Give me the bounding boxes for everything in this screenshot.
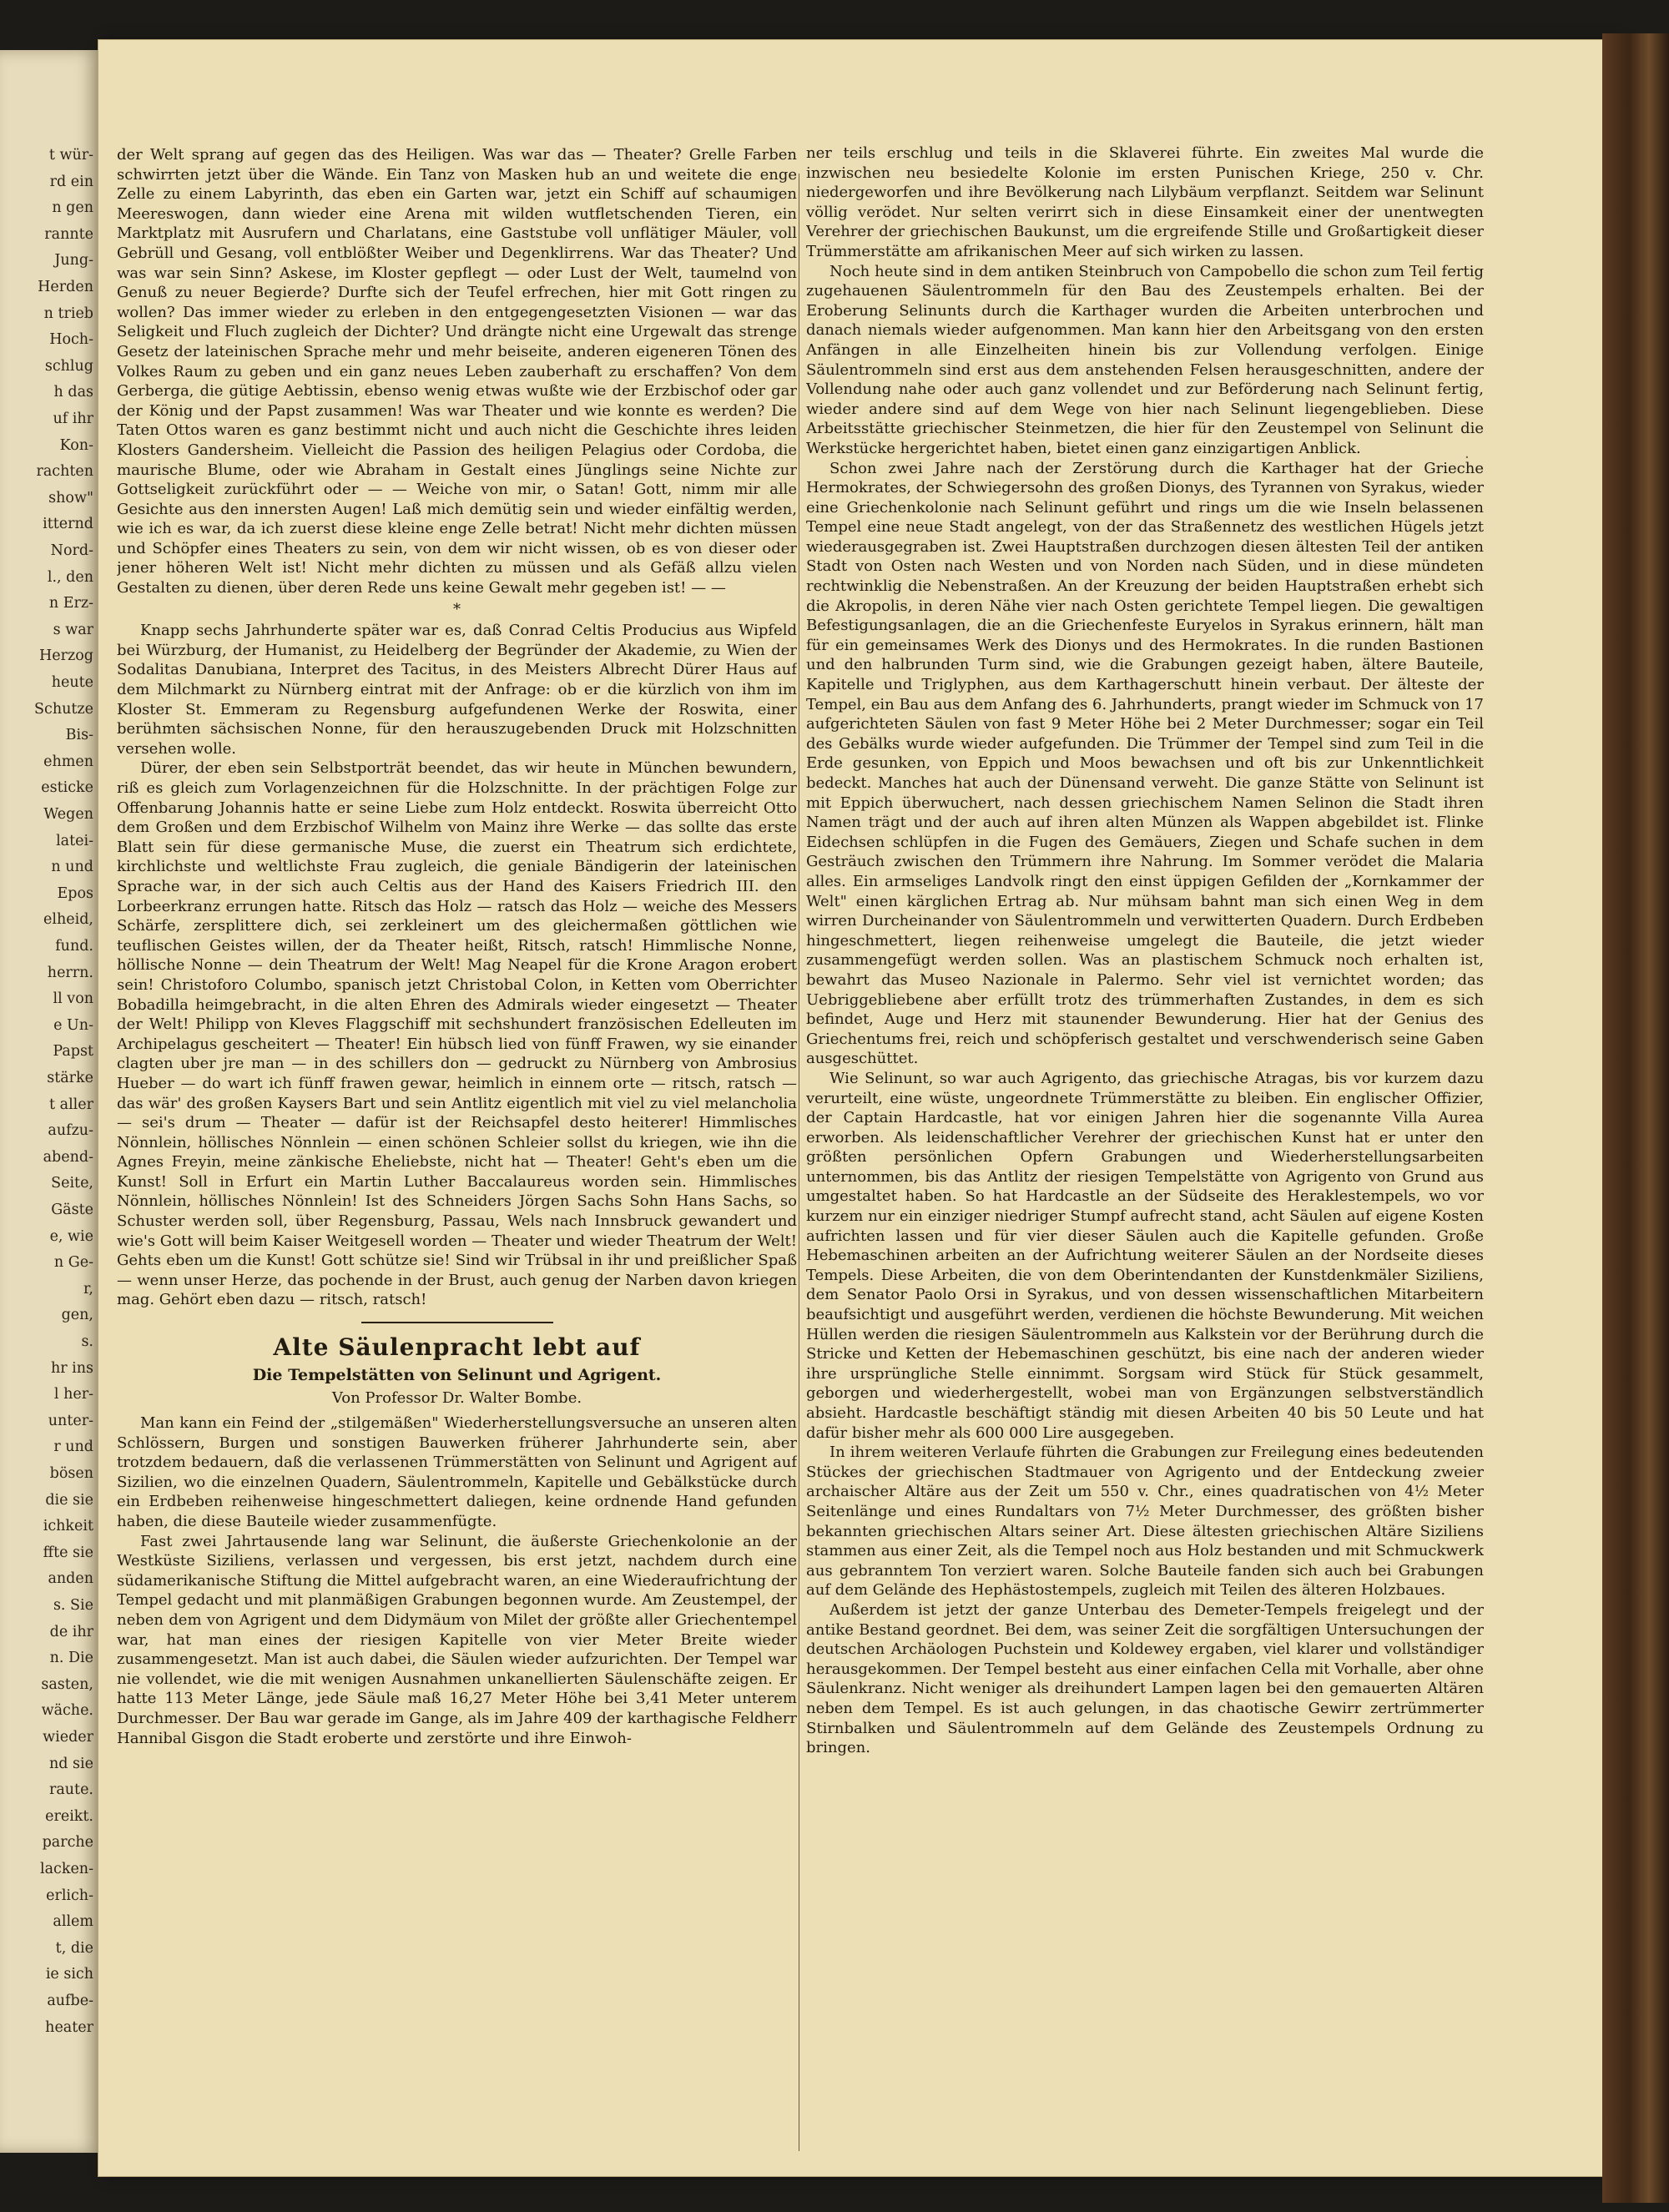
article-subtitle: Die Tempelstätten von Selinunt und Agrigent. [252,1366,662,1385]
facing-page-fragment: e Un- [53,1016,93,1034]
facing-page-fragment: wäche. [41,1702,93,1720]
facing-page-fragment: Schutze [34,700,93,718]
article-byline: Von Professor Dr. Walter Bombe. [331,1389,582,1408]
facing-page-fragment: aufbe- [47,1993,93,2009]
facing-page-fragment: Herzog [39,647,93,665]
facing-page-fragment: e, wie [49,1227,93,1245]
facing-page-fragment: aufzu- [48,1122,93,1140]
paragraph: Schon zwei Jahre nach der Zerstörung durch die Karthager hat der Grieche Hermokrates, der Schwiegersohn des großen Dionys, des Tyrannen von Syrakus, wieder eine Griechenkolonie nach Selinunt geführt und rings um die wie Inseln belassenen Tempel eine neue Stadt angelegt, von der das Straßennetz des westlichen Hügels jetzt wiederausgegraben ist. Zwei Hauptstraßen durchzogen diesen ältesten Teil der antiken Stadt von Osten nach Westen und von Norden nach Süden, und in diese mündeten rechtwinklig die Nebenstraßen. An der Kreuzung der beiden Hauptstraßen erhebt sich die Akropolis, in deren Nähe vier nach Osten gerichtete Tempel liegen. Die gewaltigen Befestigungsanlagen, die an die Griechenfeste Euryelos in Syrakus erinnern, hält man für ein gemeinsames Werk des Dionys und des Hermokrates. In die runden Bastionen und den halbrunden Turm sind, wie die Grabungen gezeigt haben, ältere Bauteile, Kapitelle und Triglyphen, aus dem Karthagerschutt hinein verbaut. Der älteste der Tempel, ein Bau aus dem Anfang des 6. Jahrhunderts, prangt wieder im Schmuck von 17 aufgerichteten Säulen von fast 9 Meter Höhe bei 2 Meter Durchmesser; sogar ein Teil des Gebälks wurde wieder aufgefunden. Die Trümmer der Tempel sind zum Teil in die Erde gesunken, von Eppich und Moos bewachsen und oft bis zur Unkenntlichkeit bedeckt. Manches hat auch der Dünensand verweht. Die ganze Stätte von Selinunt ist mit Eppich überwuchert, nach dessen griechischem Namen Selinon die Stadt ihren Namen trägt und der auch auf ihren alten Münzen als Wappen abgebildet ist. Flinke Eidechsen schlüpfen in die Fugen des Gemäuers, Ziegen und Schafe suchen in dem Gesträuch zwischen den Trümmern ihre Nahrung. Im Sommer verödet die Malaria alles. Ein armseliges Landvolk ringt den einst üppigen Gefilden der „Kornkammer der Welt" einen kärglichen Ertrag ab. Nur mühsam bahnt man sich einen Weg in dem wirren Durcheinander von Säulentrommeln und verwitterten Quadern. Durch Erdbeben hingeschmettert, liegen reihenweise umgelegt die Bauteile, die jetzt wieder zusammengefügt werden sollen. Was an plastischem Schmuck noch erhalten ist, bewahrt das Museo Nazionale in Palermo. Sehr viel ist vernichtet worden; das Uebriggebliebene aber erfüllt trotz des trümmerhaften Zustandes, in dem es sich befindet, Auge und Herz mit staunender Bewunderung. Hier hat der Genius des Griechentums frei, reich und schöpferisch gestaltet und verschwenderisch seine Gaben ausgeschüttet. [806,459,1484,1068]
facing-page-fragment: n Erz- [48,595,93,612]
facing-page-fragment: Kon- [59,436,93,454]
facing-page-fragment: s. [81,1333,93,1350]
facing-page-fragment: n trieb [43,305,93,322]
facing-page-fragment: t aller [49,1096,93,1113]
paragraph: Noch heute sind in dem antiken Steinbruch von Campobello die schon zum Teil fertig zugehauenen Säulentrommeln für den Bau des Zeustempels erhalten. Bei der Eroberung Selinunts durch die Karthager wurden die Arbeiten unterbrochen und danach niemals wieder aufgenommen. Man kann hier den Arbeitsgang von den ersten Anfängen in alle Einzelheiten hinein bis zur Vollendung verfolgen. Einige Säulentrommeln sind erst aus dem anstehenden Felsen herausgeschnitten, andere der Vollendung nahe oder auch ganz vollendet und zur Beförderung nach Selinunt fertig, wieder andere sind auf dem Wege von hier nach Selinunt liegengeblieben. Diese Arbeitsstätte griechischer Steinmetzen, die hier für den Zeustempel von Selinunt die Werkstücke hergerichtet haben, bietet einen ganz einzigartigen Anblick. [806,262,1484,457]
paragraph: Wie Selinunt, so war auch Agrigento, das griechische Atragas, bis vor kurzem dazu verurteilt, eine wüste, ungeordnete Trümmerstätte zu bleiben. Ein englischer Offizier, der Captain Hardcastle, hat vor einigen Jahren hier die sogenannte Villa Aurea erworben. Als leidenschaftlicher Verehrer der griechischen Kunst hat er unter den größten persönlichen Opfern Grabungen und Wiederherstellungsarbeiten unternommen, bis das Antlitz der riesigen Tempelstätte von Agrigento von Grund aus umgestaltet haben. So hat Hardcastle an der Südseite des Heraklestempels, wo vor kurzem nur ein einziger niedriger Stumpf aufrecht stand, acht Säulen auf eigene Kosten aufrichten lassen und für vier dieser Säulen auch die Kapitelle gefunden. Große Hebemaschinen arbeiten an der Aufrichtung weiterer Säulen an der Nordseite dieses Tempels. Diese Arbeiten, die von dem Oberintendanten der Kunstdenkmäler Siziliens, dem Senator Paolo Orsi in Syrakus, und von dessen wissenschaftlichen Mitarbeitern beaufsichtigt und ausgeführt werden, verdienen die höchste Bewunderung. Mit weichen Hüllen werden die riesigen Säulentrommeln aus Kalkstein vor der Berührung durch die Stricke und Ketten der Hebemaschinen geschützt, bis eine nach der anderen wieder ihre ursprüngliche Stelle einnimmt. Sorgsam wird Stück für Stück gesammelt, geborgen und wiederhergestellt, wobei man von Ergänzungen selbstverständlich absieht. Hardcastle beschäftigt ständig mit diesen Arbeiten 40 bis 50 Leute und hat dafür bisher mehr als 600 000 Lire ausgegeben. [806,1069,1484,1442]
facing-page-fragment: ichkeit [43,1518,93,1535]
facing-page-fragment: Papst [53,1043,93,1061]
facing-page-fragment: Herden [38,279,93,295]
facing-page-fragment: s. Sie [53,1597,93,1614]
facing-page-fragment: uf ihr [53,411,93,427]
section-divider-star: * [453,600,461,618]
facing-page-fragment: l., den [47,568,93,586]
facing-page-fragment: esticke [41,779,93,797]
facing-page-fragment: Wegen [43,806,93,823]
facing-page-fragment: abend- [43,1148,93,1166]
facing-page-fragment: unter- [48,1412,93,1429]
facing-page-fragment: rachten [36,463,93,481]
facing-page-fragment: Gäste [51,1202,93,1218]
paragraph: Man kann ein Feind der „stilgemäßen" Wiederherstellungsversuche an unseren alten Schlössern, Burgen und sonstigen Bauwerken früherer Jahrhunderte sein, aber trotzdem bedauern, daß die verlassenen Trümmerstätten von Selinunt und Agrigent auf Sizilien, wo die einzelnen Quadern, Säulentrommeln, Kapitelle und Gebälkstücke durch ein Erdbeben reihenweise hingeschmettert daliegen, keine ordnende Hand gefunden haben, die diese Bauteile wieder zusammenfügte. [117,1414,797,1530]
book-binding [1602,33,1669,2203]
facing-page-fragment: Hoch- [49,331,93,349]
paragraph: Dürer, der eben sein Selbstporträt beendet, das wir heute in München bewundern, riß es gleich zum Vorlagenzeichnen für die Holzschnitte. In der prächtigen Folge zur Offenbarung Johannis hatte er seine Liebe zum Holz entdeckt. Roswita überreicht Otto dem Großen und dem Erzbischof Wilhelm von Mainz ihre Werke — das sollte das erste Blatt sein für diese germanische Muse, die zuerst ein Theatrum sich erdichtete, kirchlichste und weltlichste Frau zugleich, die geniale Bändigerin der lateinischen Sprache war, in der sich auch Celtis aus der Hand des Kaisers Friedrich III. den Lorbeerkranz errungen hatte. Ritsch das Holz — ratsch das Holz — weiche des Messers Schärfe, zersplittere dich, sei zerkleinert um des gleichermaßen göttlichen wie teuflischen Geistes willen, der da Theater heißt, Ritsch, ratsch! Himmlische Nonne, höllische Nonne — dein Theatrum der Welt! Mag Neapel für die Krone Aragon erobert sein! Christoforo Columbo, spanisch jetzt Christobal Colon, in Ketten vom Oberrichter Bobadilla heimgebracht, in die alten Ehren des Admirals wieder eingesetzt — Theater der Welt! Philipp von Kleves Flaggschiff mit sechshundert französischen Edelleuten im Archipelagus gescheitert — Theater! Ein hübsch lied von fünff Frawen, wy sie einander clagten uber jre man — in des schillers don — gedruckt zu Nürnberg von Ambrosius Hueber — do wart ich fünff frawen gewar, heimlich in einnem orte — ritsch, ratsch — das wär' des großen Kaysers Bart und sein Antlitz eigentlich mit viel zu viel melancholia — sei's drum — Theater — dafür ist der Reichsapfel desto heiterer! Himmlisches Nönnlein, höllisches Nönnlein — einen schönen Schleier sollst du kriegen, wie ihn die Agnes Freyin, meine zänkische Eheliebste, nicht hat — Theater! Geht's eben um die Kunst! Soll in Erfurt ein Martin Luther Baccalaureus worden sein. Himmlisches Nönnlein, höllisches Nönnlein! Ist des Schneiders Jörgen Sachs Sohn Hans Sachs, so Schuster werden soll, über Regensburg, Passau, Wels nach Innsbruck gewandert und wie's Gott will beim Kaiser Weitgesell worden — Theater und wieder Theatrum der Welt! Gehts eben um die Kunst! Gott schütze sie! Sind wir Trübsal in ihr und preißlicher Spaß — wenn unser Herze, das pochende in der Brust, auch genug der Narben davon kriegen mag. Gehört eben dazu — ritsch, ratsch! [117,759,797,1309]
facing-page-fragment: de ihr [49,1623,93,1640]
paragraph: ner teils erschlug und teils in die Sklaverei führte. Ein zweites Mal wurde die inzwischen neu besiedelte Kolonie im ersten Punischen Kriege, 250 v. Chr. niedergeworfen und ihre Bevölkerung nach Lilybäum verpflanzt. Seitdem war Selinunt völlig verödet. Nur selten verirrt sich in diese Einsamkeit einer der unentwegten Verehrer der griechischen Baukunst, um die ergreifende Stille und Großartigkeit dieser Trümmerstätte am afrikanischen Meer auf sich wirken zu lassen. [806,144,1484,260]
facing-page-fragment: t wür- [48,147,93,164]
column-right [806,144,1484,2143]
paragraph: Außerdem ist jetzt der ganze Unterbau des Demeter-Tempels freigelegt und der antike Bestand geordnet. Bei dem, was seiner Zeit die sorgfältigen Untersuchungen der deutschen Archäologen Puchstein und Koldewey ergaben, viel klarer und vollständiger herausgekommen. Der Tempel besteht aus einer einfachen Cella mit Vorhalle, aber ohne Säulenkranz. Nicht weniger als dreihundert Lampen lagen bei den gemauerten Altären neben dem Tempel. Es ist auch gelungen, in das chaotische Gewirr zertrümmerter Stirnbalken und Säulentrommeln auf dem Gelände des Zeustempels Ordnung zu bringen. [806,1600,1484,1757]
facing-page-fragment: ereikt. [45,1807,93,1825]
facing-page-fragment: lacken- [40,1861,93,1877]
facing-page-fragment: raute. [48,1781,93,1799]
facing-page-fragment: Bis- [65,727,93,744]
paragraph: Fast zwei Jahrtausende lang war Selinunt, die äußerste Griechenkolonie an der Westküste Siziliens, verlassen und vergessen, bis erst jetzt, nachdem durch eine südamerikanische Stiftung die Mittel aufgebracht waren, an eine Wiederaufrichtung der Tempel gedacht und mit planmäßigen Grabungen begonnen wurde. Am Zeustempel, der neben dem von Agrigent und dem Didymäum von Milet der größte aller Griechentempel war, hat man eines der riesigen Kapitelle von vier Meter Breite wieder zusammengesetzt. Man ist auch dabei, die Säulen wieder aufzurichten. Der Tempel war nie vollendet, wie die mit wenigen Ausnahmen unkanellierten Säulenschäfte zeigen. Er hatte 113 Meter Länge, jede Säule maß 16,27 Meter Höhe bei 3,41 Meter unterem Durchmesser. Der Bau war gerade im Gange, als im Jahre 409 der karthagische Feldherr Hannibal Gisgon die Stadt eroberte und zerstörte und ihre Einwoh- [117,1532,797,1747]
facing-page-fragment: anden [48,1570,93,1588]
facing-page-fragment: parche [42,1834,93,1852]
facing-page-fragment: sasten, [41,1675,93,1693]
paragraph: Knapp sechs Jahrhunderte später war es, daß Conrad Celtis Producius aus Wipfeld bei Würzburg, der Humanist, zu Heidelberg der Begründer der Akademie, zu Wien der Sodalitas Danubiana, Interpret des Tacitus, in des Meisters Albrecht Dürer Haus auf dem Milchmarkt zu Nürnberg eintrat mit der Anfrage: ob er die kürzlich von ihm im Kloster St. Emmeram zu Regensburg aufgefundenen Werke der Roswita, einer berühmten sächsischen Nonne, für den herauszugebenden Druck mit Holzschnitten versehen wolle. [117,622,797,758]
facing-page-fragment: fund. [55,938,93,955]
facing-page-fragment: n gen [52,199,93,217]
facing-page-fragment: rd ein [49,173,93,190]
facing-page-fragment: elheid, [43,911,93,929]
newspaper-page [98,40,1619,2176]
facing-page-fragment: t, die [55,1939,93,1957]
facing-page-fragment: bösen [49,1465,93,1482]
facing-page-fragment: h das [53,384,93,401]
paragraph: der Welt sprang auf gegen das des Heiligen. Was war das — Theater? Grelle Farben schwirrten jetzt über die Wände. Ein Tanz von Masken hub an und weitete die enge Zelle zu einem Labyrinth, das eben ein Garten war, jetzt ein Schiff auf schaumigen Meereswogen, dann wieder eine Arena mit wilden wutfletschenden Tieren, ein Marktplatz mit Ausrufern und Charlatans, eine Gaststube voll unflätiger Mäuler, voll Gebrüll und Gesang, voll entblößter Weiber und Degenklirrens. War das Theater? Und was war sein Sinn? Askese, im Kloster gepflegt — oder Lust der Welt, taumelnd von Genuß zu neuer Begierde? Durfte sich der Teufel erfrechen, hier mit Gott ringen zu wollen? Das immer wieder zu erleben in den entgegengesetzten Visionen — war das Seligkeit und Fluch zugleich der Dichter? Und drängte nicht eine Urgewalt das strenge Gesetz der lateinischen Sprache mehr und mehr beiseite, anderen eigeneren Tönen des Volkes Raum zu geben und ein ganz neues Leben zauberhaft zu erschaffen? Von dem Gerberga, die gütige Aebtissin, ebenso wenig etwas wußte wie der Erzbischof oder gar der König und der Papst zusammen! Was war Theater und wie konnte es werden? Die Taten Ottos waren es ganz bestimmt nicht und auch nicht die Geschichte ihres leiden Klosters Gandersheim. Vielleicht die Passion des heiligen Pelagius oder Cordoba, die maurische Blume, oder wie Abraham in Gestalt eines Jünglings seine Nichte zur Gottseligkeit zurückführt oder — — Weiche von mir, o Satan! Gott, nimm mir alle Gesichte aus den innersten Augen! Laß mich demütig sein und wieder einfältig werden, wie ich es war, da ich zuerst diese kleine enge Zelle betrat! Nicht mehr dichten müssen und Schöpfer eines Theaters zu sein, von dem wir nicht wissen, ob es von dieser oder jener höheren Welt ist! Nicht mehr dichten zu müssen und als Gefäß allzu vielen Gestalten zu dienen, über deren Rede uns keine Gewalt mehr gegeben ist! — — [117,146,797,597]
facing-page-fragment: gen, [61,1307,93,1324]
facing-page-fragment: ie sich [45,1966,93,1983]
facing-page-fragment: n Ge- [53,1254,93,1272]
facing-page-fragment: schlug [44,357,93,375]
facing-page-fragment: heute [51,674,93,691]
facing-page-fragment: rannte [44,225,93,243]
facing-page-fragment: erlich- [46,1887,93,1904]
facing-page-fragment: Epos [57,884,93,902]
facing-page-fragment: allem [53,1913,93,1931]
margin-mark: . [1465,445,1470,462]
column-left [117,145,797,2143]
facing-page-fragment: l her- [53,1386,93,1403]
paragraph: In ihrem weiteren Verlaufe führten die Grabungen zur Freilegung eines bedeutenden Stückes der griechischen Stadtmauer von Agrigento und der Entdeckung zweier archaischer Altäre aus der Zeit um 550 v. Chr., eines quadratischen von 4½ Meter Seitenlänge und eines Rundaltars von 7½ Meter Durchmesser, des größten bisher bekannten griechischen Altars seiner Art. Diese ältesten griechischen Altäre Siziliens stammen aus einer Zeit, als die Tempel noch aus Holz bestanden und mit Schmuckwerk aus gebranntem Ton verziert waren. Solche Bauteile fanden sich auch bei Grabungen auf dem Gelände des Hephästostempels, zugleich mit Teilen des älteren Holzbaues. [806,1444,1484,1600]
facing-page-fragment: herrn. [47,964,93,981]
facing-page-fragment: heater [45,2018,93,2036]
facing-page-fragment: s war [53,621,93,638]
title-rule [361,1322,553,1323]
facing-page-fragment: Seite, [51,1175,93,1192]
facing-page-fragment: ehmen [43,753,93,770]
facing-page-fragment: ll von [53,990,93,1008]
facing-page-fragment: hr ins [50,1359,93,1377]
facing-page-fragment: stärke [47,1070,93,1086]
facing-page-fragment: n und [51,859,93,876]
facing-page-fragment: Nord- [50,542,93,559]
facing-page-fragment: r und [53,1439,93,1456]
facing-page-fragment: die sie [45,1491,93,1509]
facing-page-fragment: r, [83,1280,93,1297]
facing-page-fragment: latei- [56,832,93,849]
facing-page-fragment: ffte sie [43,1544,93,1561]
facing-page-fragment: wieder [43,1729,93,1746]
facing-page-fragment: nd sie [49,1755,93,1772]
facing-page-edge [0,50,98,2153]
facing-page-fragment: n. Die [49,1650,93,1667]
article-title: Alte Säulenpracht lebt auf [273,1333,641,1362]
facing-page-fragment: itternd [43,516,93,533]
facing-page-fragment: show" [48,489,93,506]
facing-page-fragment: Jung- [54,252,93,270]
